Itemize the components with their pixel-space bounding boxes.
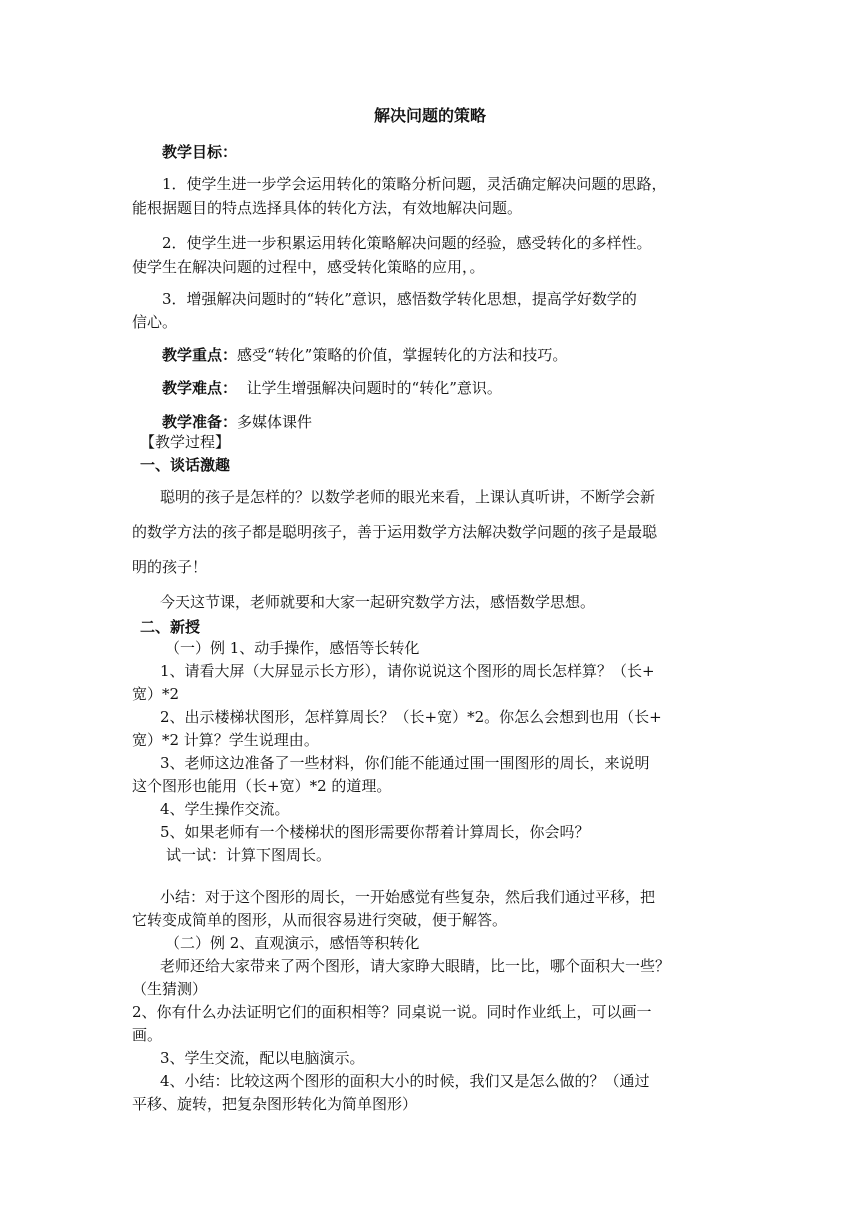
try-it: 试一试：计算下图周长。: [166, 846, 332, 864]
example-2-step-2-line-2: 画。: [132, 1026, 163, 1044]
preparation-label: 教学准备：: [162, 413, 238, 431]
objective-1-line-2: 能根据题目的特点选择具体的转化方法，有效地解决问题。: [132, 199, 523, 217]
example-2-step-4-line-1: 4、小结：比较这两个图形的面积大小的时候，我们又是怎么做的？（通过: [160, 1072, 650, 1090]
example-1-heading: （一）例 1、动手操作，感悟等长转化: [165, 639, 420, 657]
step-3-line-1: 3、老师这边准备了一些材料，你们能不能通过围一围图形的周长，来说明: [160, 754, 650, 772]
section-1-p1-line-1: 聪明的孩子是怎样的？以数学老师的眼光来看，上课认真听讲，不断学会新: [160, 488, 656, 506]
objective-3-line-2: 信心。: [132, 313, 178, 331]
preparation-text: 多媒体课件: [237, 413, 313, 431]
objectives-heading: 教学目标：: [162, 143, 238, 161]
summary-1-line-2: 它转变成简单的图形，从而很容易进行突破，便于解答。: [132, 911, 508, 929]
step-5: 5、如果老师有一个楼梯状的图形需要你帮着计算周长，你会吗？: [160, 823, 590, 841]
objective-2-line-1: 2．使学生进一步积累运用转化策略解决问题的经验，感受转化的多样性。: [162, 234, 652, 252]
section-2-heading: 二、新授: [140, 618, 201, 636]
example-2-p1-line-2: （生猜测）: [132, 980, 208, 998]
difficulty: [162, 378, 762, 398]
objective-3-line-1: 3．增强解决问题时的“转化”意识，感悟数学转化思想，提高学好数学的: [162, 290, 637, 308]
key-point-text: 感受“转化”策略的价值，掌握转化的方法和技巧。: [237, 346, 568, 364]
example-2-step-4-line-2: 平移、旋转，把复杂图形转化为简单图形）: [132, 1095, 418, 1113]
step-2-line-1: 2、出示楼梯状图形，怎样算周长？（长+宽）*2。你怎么会想到也用（长+: [160, 708, 662, 726]
preparation: [162, 412, 762, 432]
process-heading: 【教学过程】: [140, 433, 231, 451]
summary-1-line-1: 小结：对于这个图形的周长，一开始感觉有些复杂，然后我们通过平移，把: [160, 888, 656, 906]
example-2-p1-line-1: 老师还给大家带来了两个图形，请大家睁大眼睛，比一比，哪个面积大一些？: [160, 957, 671, 975]
section-1-p2: 今天这节课，老师就要和大家一起研究数学方法，感悟数学思想。: [160, 593, 596, 611]
section-1-heading: 一、谈话激趣: [140, 456, 231, 474]
key-point-label: 教学重点：: [162, 346, 238, 364]
step-4: 4、学生操作交流。: [160, 800, 290, 818]
step-1-line-1: 1、请看大屏（大屏显示长方形），请你说说这个图形的周长怎样算？（长+: [160, 662, 655, 680]
example-2-step-2-line-1: 2、你有什么办法证明它们的面积相等？同桌说一说。同时作业纸上，可以画一: [132, 1003, 652, 1021]
step-2-line-2: 宽）*2 计算？学生说理由。: [132, 731, 319, 749]
step-3-line-2: 这个图形也能用（长+宽）*2 的道理。: [132, 777, 392, 795]
objective-1-line-1: 1．使学生进一步学会运用转化的策略分析问题，灵活确定解决问题的思路，: [162, 175, 667, 193]
section-1-p1-line-2: 的数学方法的孩子都是聪明孩子，善于运用数学方法解决数学问题的孩子是最聪: [132, 523, 658, 541]
document-title: 解决问题的策略: [373, 106, 486, 125]
difficulty-label: 教学难点：: [162, 379, 238, 397]
example-2-heading: （二）例 2、直观演示，感悟等积转化: [165, 934, 420, 952]
difficulty-text: 让学生增强解决问题时的“转化”意识。: [237, 379, 502, 397]
key-point: [162, 345, 762, 365]
objective-2-line-2: 使学生在解决问题的过程中，感受转化策略的应用，。: [132, 258, 485, 276]
example-2-step-3: 3、学生交流，配以电脑演示。: [160, 1049, 365, 1067]
step-1-line-2: 宽）*2: [132, 685, 180, 703]
section-1-p1-line-3: 明的孩子！: [132, 558, 208, 576]
